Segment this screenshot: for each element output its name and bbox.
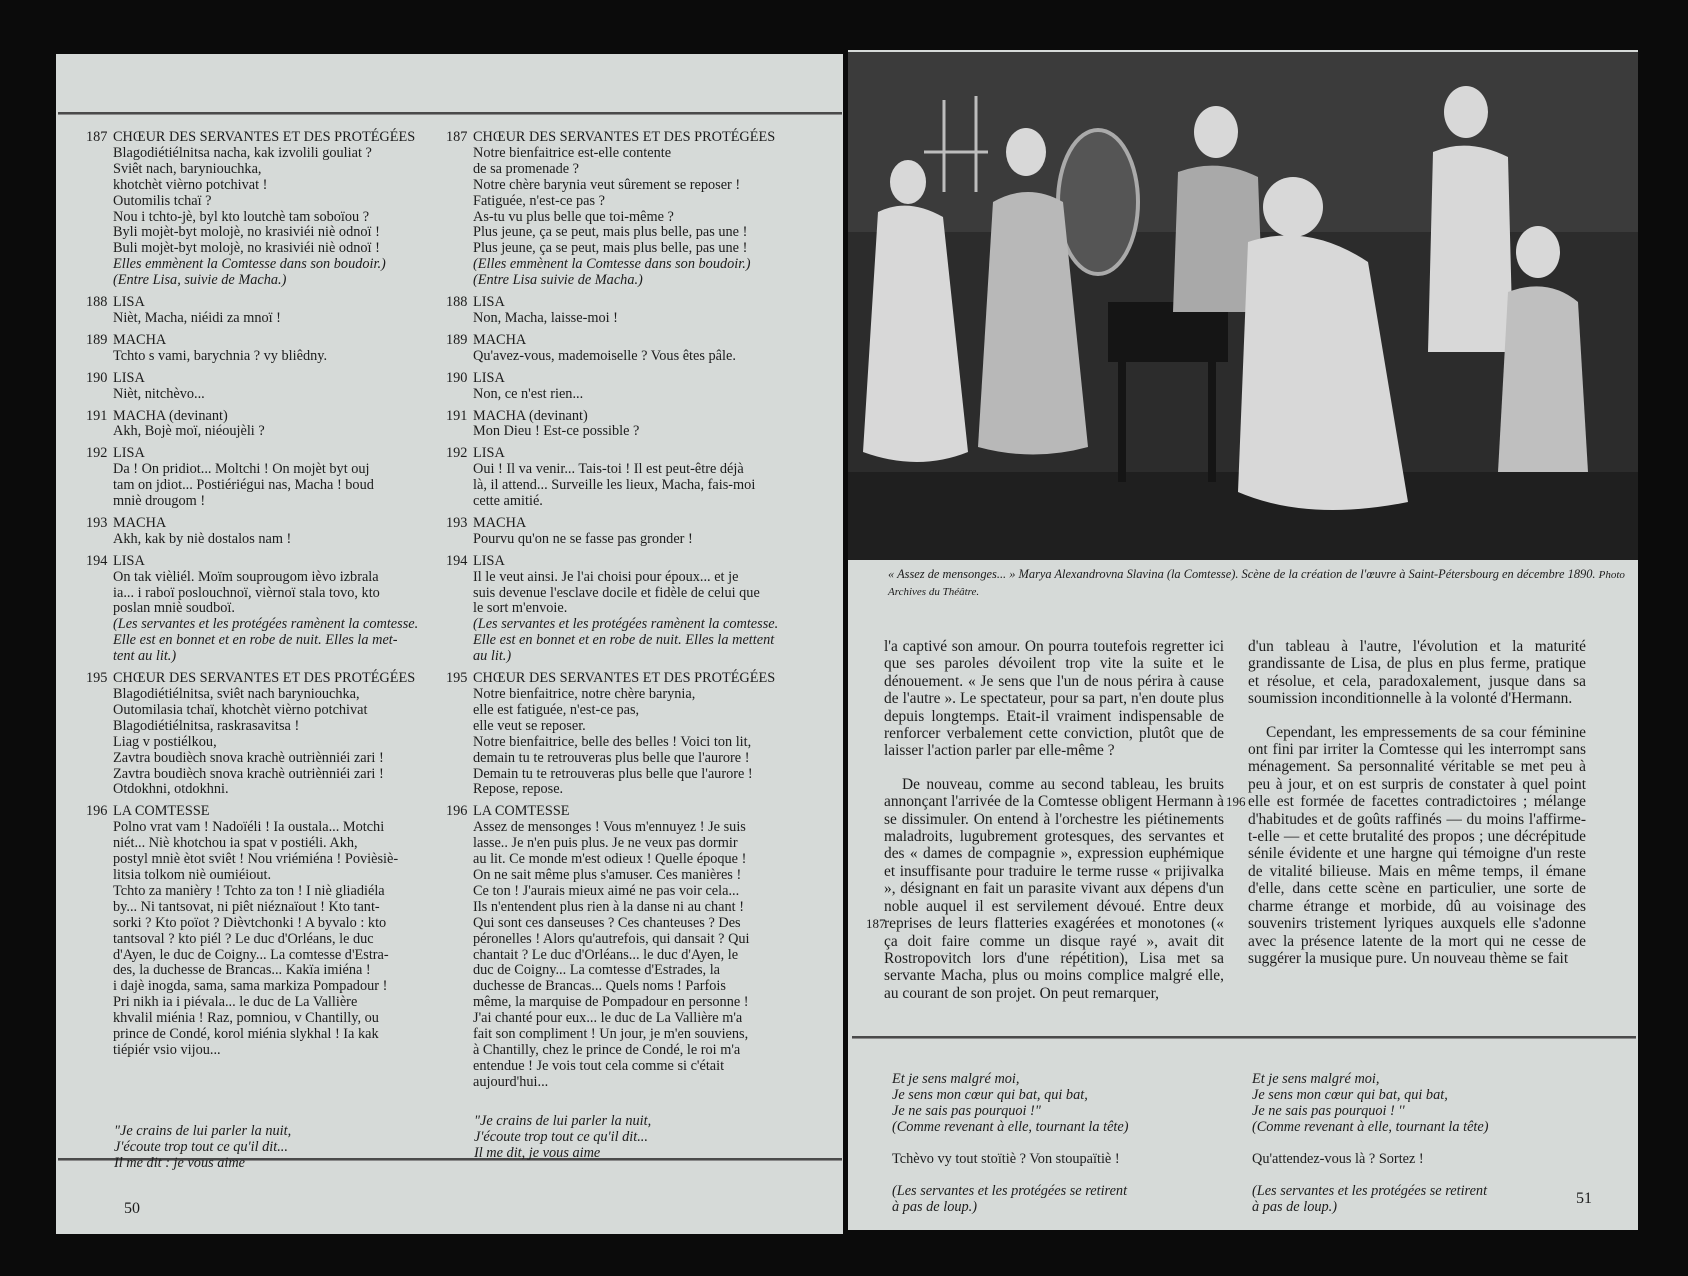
essay-paragraph: De nouveau, comme au second tableau, les bruits annonçant l'arrivée de la Comtesse obligent Hermann à se dissimuler. On entend à l'orchestre les piétinements maladroits, lugubrement grotesques, des servantes et des « dames de compagnie », expression euphémique et insuffisante pour traduire le terme russe « prijivalka », désignant en fait un parasite vivant aux dépens d'un noble auquel il est servilement dévoué. Entre deux reprises de leurs flatteries exagérées et monotones (« ça doit faire comme un disque rayé », avait dit Rostropovitch lors d'une répétition), Lisa met sa servante Macha, plus ou moins complice malgré elle, au courant de son projet. On peut remarquer, [884, 775, 1224, 1002]
poem-left-block [892, 1055, 1252, 1231]
entry-text: MACHA (devinant) Akh, Bojè moï, niéoujèli ? [113, 407, 265, 440]
entry-text: CHŒUR DES SERVANTES ET DES PROTÉGÉES Notre bienfaitrice est-elle contente de sa promenade ? Notre chère barynia veut sûrement se reposer ! Fatiguée, n'est-ce pas ? As-tu vu plus belle que toi-même ? Plus jeune, ça se peut, mais plus belle, pas une ! Plus jeune, ça se peut, mais plus belle, pas une ! [473, 129, 776, 257]
rule-right-page [852, 1036, 1636, 1039]
poem-russian-column: "Je crains de lui parler la nuit, J'écoute trop tout ce qu'il dit... Il me dit : je vous aime [114, 1123, 292, 1171]
cue-number: 191 [86, 407, 108, 424]
libretto-entry [86, 130, 442, 289]
stage-direction: (Les servantes et les protégées ramènent la comtesse. Elle est en bonnet et en robe de nuit. Elles la mettent au lit.) [473, 616, 779, 665]
poem-left-plain-line: Tchèvo vy tout stoïtiè ? Von stoupaïtiè ! [892, 1151, 1120, 1167]
russian-libretto-column [86, 130, 442, 1065]
libretto-entry [86, 446, 442, 510]
entry-text: LISA Non, ce n'est rien... [473, 369, 584, 402]
cue-number: 194 [86, 552, 108, 569]
stage-direction: (Les servantes et les protégées ramènent la comtesse. Elle est en bonnet et en robe de nuit. Elles la met- tent au lit.) [113, 616, 419, 665]
photo-credit: Photo Archives du Théâtre. [888, 569, 1625, 598]
entry-text: LISA On tak vièliél. Moïm souprougom ièvo izbrala ia... i raboï poslouchnoï, vièrnoï stala tovo, kto poslan mniè soudboï. [113, 552, 380, 617]
poem-right-lines: Et je sens malgré moi, Je sens mon cœur qui bat, qui bat, Je ne sais pas pourquoi ! '' (Comme revenant à elle, tournant la tête) [1252, 1071, 1489, 1135]
poem-right-block [1252, 1055, 1612, 1231]
libretto-entry [446, 371, 816, 403]
entry-text: MACHA (devinant) Mon Dieu ! Est-ce possible ? [473, 407, 640, 440]
french-libretto-column [446, 130, 816, 1097]
cue-number: 190 [86, 369, 108, 386]
libretto-entry [446, 516, 816, 548]
essay-paragraph: l'a captivé son amour. On pourra toutefois regretter ici que ses paroles dévoilent trop vite la suite et le dénouement. « Je sens que l'un de nous périra à cause de l'autre ». Le spectateur, pour sa part, n'en doute plus depuis longtemps. Etait-il vraiment indispensable de renforcer verbalement cette conviction, plutôt que de laisser l'action parler par elle-même ? [884, 638, 1224, 760]
essay-column-2 [1248, 638, 1586, 967]
top-rule-left [58, 112, 842, 115]
poem-right-stage-direction: (Les servantes et les protégées se retirent à pas de loup.) [1252, 1183, 1488, 1215]
entry-text: LISA Il le veut ainsi. Je l'ai choisi pour époux... et je suis devenue l'esclave docile et fidèle de celui que le sort m'envoie. [473, 552, 760, 617]
cue-number: 189 [86, 331, 108, 348]
libretto-entry [446, 130, 816, 289]
essay-paragraph: Cependant, les empressements de sa cour féminine ont fini par irriter la Comtesse qui les interrompt sans ménagement. Sa personnalité véritable se met peu à peu à jour, et on est surpris de constater à quel point elle est formée de facettes contradictoires ; mélange d'habitudes et de goûts raffinés — du moins l'affirme-t-elle — et cette brutalité des propos ; une décrépitude sénile évidente et une hargne qui témoigne d'un reste de vitalité bilieuse. Mais en même temps, il émane d'elle, dans cette scène en particulier, une sorte de charme étrange et morbide, dû au voisinage des souvenirs tristement lyriques auxquels elle s'adonne avec la présence latente de la mort qui ne cesse de suggérer la musique pure. Un nouveau thème se fait [1248, 723, 1586, 967]
margin-number-196: 196 [1226, 794, 1246, 809]
cue-number: 188 [446, 294, 468, 311]
cue-number: 196 [446, 803, 468, 820]
stage-direction: (Elles emmènent la Comtesse dans son boudoir.) (Entre Lisa suivie de Macha.) [473, 256, 751, 289]
libretto-entry [446, 333, 816, 365]
poem-left-stage-direction: (Les servantes et les protégées se retirent à pas de loup.) [892, 1183, 1128, 1215]
cue-number: 196 [86, 803, 108, 820]
libretto-entry [446, 671, 816, 798]
entry-text: MACHA Tchto s vami, barychnia ? vy bliêdny. [113, 331, 328, 364]
cue-number: 194 [446, 552, 468, 569]
libretto-entry [446, 446, 816, 510]
entry-text: CHŒUR DES SERVANTES ET DES PROTÉGÉES Blagodiétiélnitsa, sviêt nach barynіouchka, Outomilasia tchaï, khotchèt vièrno potchivat Blagodiétiélnitsa, raskrasavitsa ! Liag v postiélkou, Zavtra boudièch snova krachè outriènniéi zari ! Zavtra boudièch snova krachè outriènniéi zari ! Otdokhni, otdokhni. [113, 670, 416, 798]
libretto-entry [86, 671, 442, 798]
cue-number: 187 [86, 129, 108, 145]
poem-french-column: "Je crains de lui parler la nuit, J'écoute trop tout ce qu'il dit... Il me dit, je vous aime [474, 1113, 652, 1161]
cue-number: 195 [446, 670, 468, 687]
cue-number: 192 [86, 445, 108, 462]
libretto-entry [86, 554, 442, 665]
entry-text: CHŒUR DES SERVANTES ET DES PROTÉGÉES Blagodiétiélnitsa nacha, kak izvolili gouliat ? Sviêt nach, barynіouchka, khotchèt vièrno potchivat ! Outomilis tchaï ? Nou i tchto-jè, byl kto loutchè tam soboïou ? Byli mojèt-byt molojè, no krasiviéi niè odnoï ! Buli mojèt-byt molojè, no krasiviéi niè odnoï ! [113, 129, 416, 257]
libretto-entry [446, 409, 816, 441]
essay-paragraph: d'un tableau à l'autre, l'évolution et la maturité grandissante de Lisa, de plus en plus ferme, pratique et résolue, et cela, paradoxalement, jusque dans sa soumission inconditionnelle à la volonté d'Hermann. [1248, 638, 1586, 708]
production-photo [848, 52, 1638, 560]
entry-text: LA COMTESSE Polno vrat vam ! Nadoïéli ! Ia oustala... Motchi niét... Niè khotchou ia spat v postiéli. Akh, postyl mniè ètot sviêt ! Nou vriémiéna ! Povièsiè- litsia tolkom niè oumiéiout. Tchto za manièry ! Tchto za ton ! I niè gliadiéla by... Ni tantsovat, ni piêt niéznaïout ! Kto tant- sorki ? Kto poïot ? Dièvtchonki ! A byvalo : kto tantsoval ? kto piél ? Le duc d'Orléans, le duc d'Ayen, le duc de Coigny... La comtesse d'Estra- des, la duchesse de Brancas... Kakïa imiéna ! i dajè inogda, sama, sama markiza Pompadour ! Pri nikh ia i piévala... le duc de La Vallière khvalil miénia ! Raz, pomniou, v Chantilly, ou prince de Condé, korol miénia slykhal ! Ia kak tiépiér vsio vijou... [113, 803, 399, 1058]
libretto-entry [86, 333, 442, 365]
libretto-entry [446, 804, 816, 1090]
cue-number: 193 [86, 514, 108, 531]
photo-illustration [848, 52, 1638, 560]
poem-right-plain-line: Qu'attendez-vous là ? Sortez ! [1252, 1151, 1424, 1167]
stage-direction: Elles emmènent la Comtesse dans son boudoir.) (Entre Lisa, suivie de Macha.) [113, 256, 386, 289]
essay-column-1 [884, 638, 1224, 1002]
entry-text: MACHA Akh, kak by niè dostalos nam ! [113, 514, 292, 547]
cue-number: 190 [446, 369, 468, 386]
libretto-entry [86, 371, 442, 403]
cue-number: 189 [446, 331, 468, 348]
entry-text: MACHA Pourvu qu'on ne se fasse pas gronder ! [473, 514, 693, 547]
margin-number-187: 187 [866, 916, 886, 931]
entry-text: LISA Oui ! Il va venir... Tais-toi ! Il est peut-être déjà là, il attend... Surveille les lieux, Macha, fais-moi cette amitié. [473, 445, 756, 510]
page-number-left: 50 [124, 1200, 140, 1217]
cue-number: 191 [446, 407, 468, 424]
entry-text: LA COMTESSE Assez de mensonges ! Vous m'ennuyez ! Je suis lasse.. Je n'en puis plus. Je ne veux pas dormir au lit. Ce monde m'est odieux ! Quelle époque ! On ne sait même plus s'amuser. Ces manières ! Ce ton ! J'aurais mieux aimé ne pas voir cela... Ils n'entendent plus rien à la danse ni au chant ! Qui sont ces danseuses ? Ces chanteuses ? Des péronelles ! Alors qu'autrefois, qui dansait ? Qui chantait ? Le duc d'Orléans... le duc d'Ayen, le duc de Coigny... La comtesse d'Estrades, la duchesse de Brancas... Quels noms ! Parfois même, la marquise de Pompadour en personne ! J'ai chanté pour eux... le duc de La Vallière m'a fait son compliment ! Un jour, je m'en souviens, à Chantilly, chez le prince de Condé, le roi m'a entendue ! Je vois tout cela comme si c'était aujourd'hui... [473, 803, 750, 1090]
entry-text: LISA Nièt, Macha, niéidi za mnoï ! [113, 294, 281, 326]
photo-caption [888, 566, 1628, 600]
libretto-entry [86, 295, 442, 327]
cue-number: 195 [86, 670, 108, 687]
libretto-entry [446, 295, 816, 327]
page-number-right: 51 [1576, 1190, 1592, 1207]
libretto-entry [86, 516, 442, 548]
cue-number: 192 [446, 445, 468, 462]
entry-text: LISA Da ! On pridiot... Moltchi ! On mojèt byt ouj tam on jdiot... Postiériégui nas, Macha ! boud mniè drougom ! [113, 445, 374, 510]
entry-text: MACHA Qu'avez-vous, mademoiselle ? Vous êtes pâle. [473, 331, 736, 364]
caption-text: « Assez de mensonges... » Marya Alexandrovna Slavina (la Comtesse). Scène de la création de l'œuvre à Saint-Pétersbourg en décembre 1890. [888, 567, 1596, 581]
libretto-entry [86, 409, 442, 441]
entry-text: LISA Non, Macha, laisse-moi ! [473, 294, 618, 326]
cue-number: 193 [446, 514, 468, 531]
cue-number: 187 [446, 129, 468, 145]
entry-text: CHŒUR DES SERVANTES ET DES PROTÉGÉES Notre bienfaitrice, notre chère barynia, elle est fatiguée, n'est-ce pas, elle veut se reposer. Notre bienfaitrice, belle des belles ! Voici ton lit, demain tu te retrouveras plus belle que l'aurore ! Demain tu te retrouveras plus belle que l'aurore ! Repose, repose. [473, 670, 776, 798]
poem-left-lines: Et je sens malgré moi, Je sens mon cœur qui bat, qui bat, Je ne sais pas pourquoi !" (Comme revenant à elle, tournant la tête) [892, 1071, 1129, 1135]
libretto-entry [86, 804, 442, 1059]
cue-number: 188 [86, 294, 108, 311]
entry-text: LISA Nièt, nitchèvo... [113, 369, 205, 402]
libretto-entry [446, 554, 816, 665]
